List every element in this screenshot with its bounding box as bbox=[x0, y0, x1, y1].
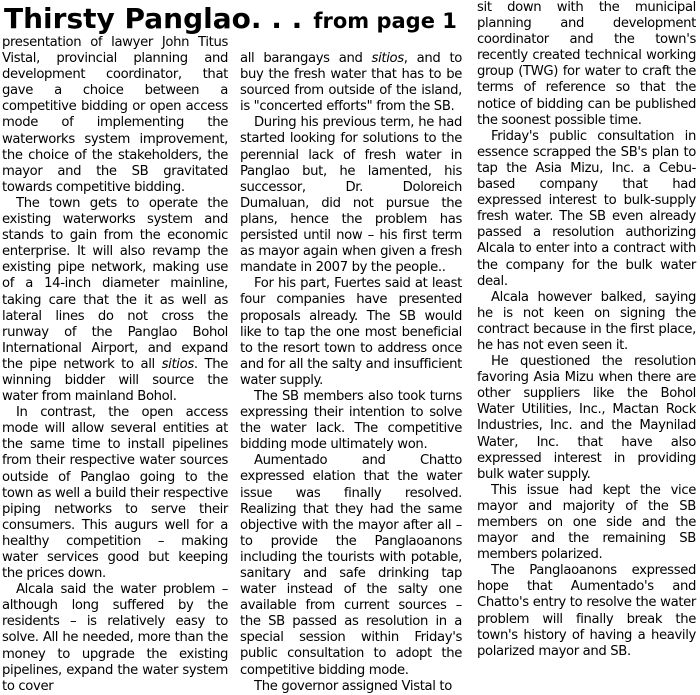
article-column-3 bbox=[477, 0, 696, 660]
paragraph: Alcala however balked, saying he is not keen on signing the contract because in the first place, he has not even seen it. bbox=[477, 289, 696, 353]
article-column-2 bbox=[240, 51, 462, 695]
paragraph: For his part, Fuertes said at least four companies have presented proposals already. The SB would like to tap the one most beneficial to the resort town to address once and for all the salty and insufficient water supply. bbox=[240, 276, 462, 388]
paragraph: all barangays and sitios, and to buy the fresh water that has to be sourced from outside of the island, is "concerted efforts" from the SB. bbox=[240, 51, 462, 115]
paragraph: presentation of lawyer John Titus Vistal, provincial planning and development coordinator, that gave a choice between a competitive bidding or open access mode of implementing the waterworks system improvement, the choice of the stakeholders, the mayor and the SB gravitated towards competitive bidding. bbox=[2, 35, 228, 195]
article-column-1 bbox=[2, 35, 228, 695]
paragraph: He questioned the resolution favoring Asia Mizu when there are other suppliers like the Bohol Water Utilities, Inc., Mactan Rock Industries, Inc. and the Maynilad Water, Inc. that have also expressed interest in providing bulk water supply. bbox=[477, 354, 696, 482]
headline-title: Thirsty Panglao. . . bbox=[4, 2, 303, 35]
paragraph: The Panglaoanons expressed hope that Aumentado's and Chatto's entry to resolve the water problem will finally break the town's history of having a heavily polarized mayor and SB. bbox=[477, 563, 696, 659]
italic-term: sitios bbox=[161, 356, 194, 372]
paragraph: Friday's public consultation in essence scrapped the SB's plan to tap the Asia Mizu, Inc. a Cebu-based company that had expressed interest to bulk-supply fresh water. The SB even already passed a resolution authorizing Alcala to enter into a contract with the company for the bulk water deal. bbox=[477, 128, 696, 289]
italic-term: sitios bbox=[371, 51, 404, 66]
paragraph: The governor assigned Vistal to bbox=[254, 678, 452, 694]
paragraph: During his previous term, he had started looking for solutions to the perennial lack of fresh water in Panglao but, he lamented, his successor, Dr. Doloreich Dumaluan, did not pursue the plans, hence the problem has persisted until now – his first term as mayor again when given a fresh mandate in 2007 by the people.. bbox=[240, 115, 462, 276]
headline-subtitle: from page 1 bbox=[313, 9, 457, 33]
paragraph: In contrast, the open access mode will allow several entities at the same time to install pipelines from their respective water sources outside of Panglao going to the town as well a build their respective piping networks to serve their consumers. This augurs well for a healthy competition – making water services good but keeping the prices down. bbox=[2, 405, 228, 582]
paragraph: This issue had kept the vice mayor and majority of the SB members on one side and the mayor and the remaining SB members polarized. bbox=[477, 482, 696, 563]
paragraph: The town gets to operate the existing waterworks system and stands to gain from the economic enterprise. It will also revamp the existing pipe network, making use of a 14-inch diameter mainline, taking care that the it as well as lateral lines do not cross the runway of the Panglao Bohol International Airport, and expand the pipe network to all sitios. The winning bidder will source the water from mainland Bohol. bbox=[2, 195, 228, 405]
paragraph: The SB members also took turns expressing their intention to solve the water lack. The competitive bidding mode ultimately won. bbox=[240, 388, 462, 453]
headline bbox=[4, 2, 457, 36]
paragraph: sit down with the municipal planning and development coordinator and the town's recently created technical working group (TWG) for water to craft the terms of reference so that the notice of bidding can be published the soonest possible time. bbox=[477, 0, 696, 128]
paragraph: Alcala said the water problem – although long suffered by the residents – is relatively easy to solve. All he needed, more than the money to upgrade the existing pipelines, expand the water system to cover bbox=[2, 582, 228, 694]
paragraph: Aumentado and Chatto expressed elation that the water issue was finally resolved. Realizing that they had the same objective with the mayor after all – to provide the Panglaoanons including the tourists with potable, sanitary and safe drinking tap water instead of the salty one available from current sources – the SB passed as resolution in a special session within Friday's public consultation to adopt the competitive bidding mode. bbox=[240, 453, 462, 678]
